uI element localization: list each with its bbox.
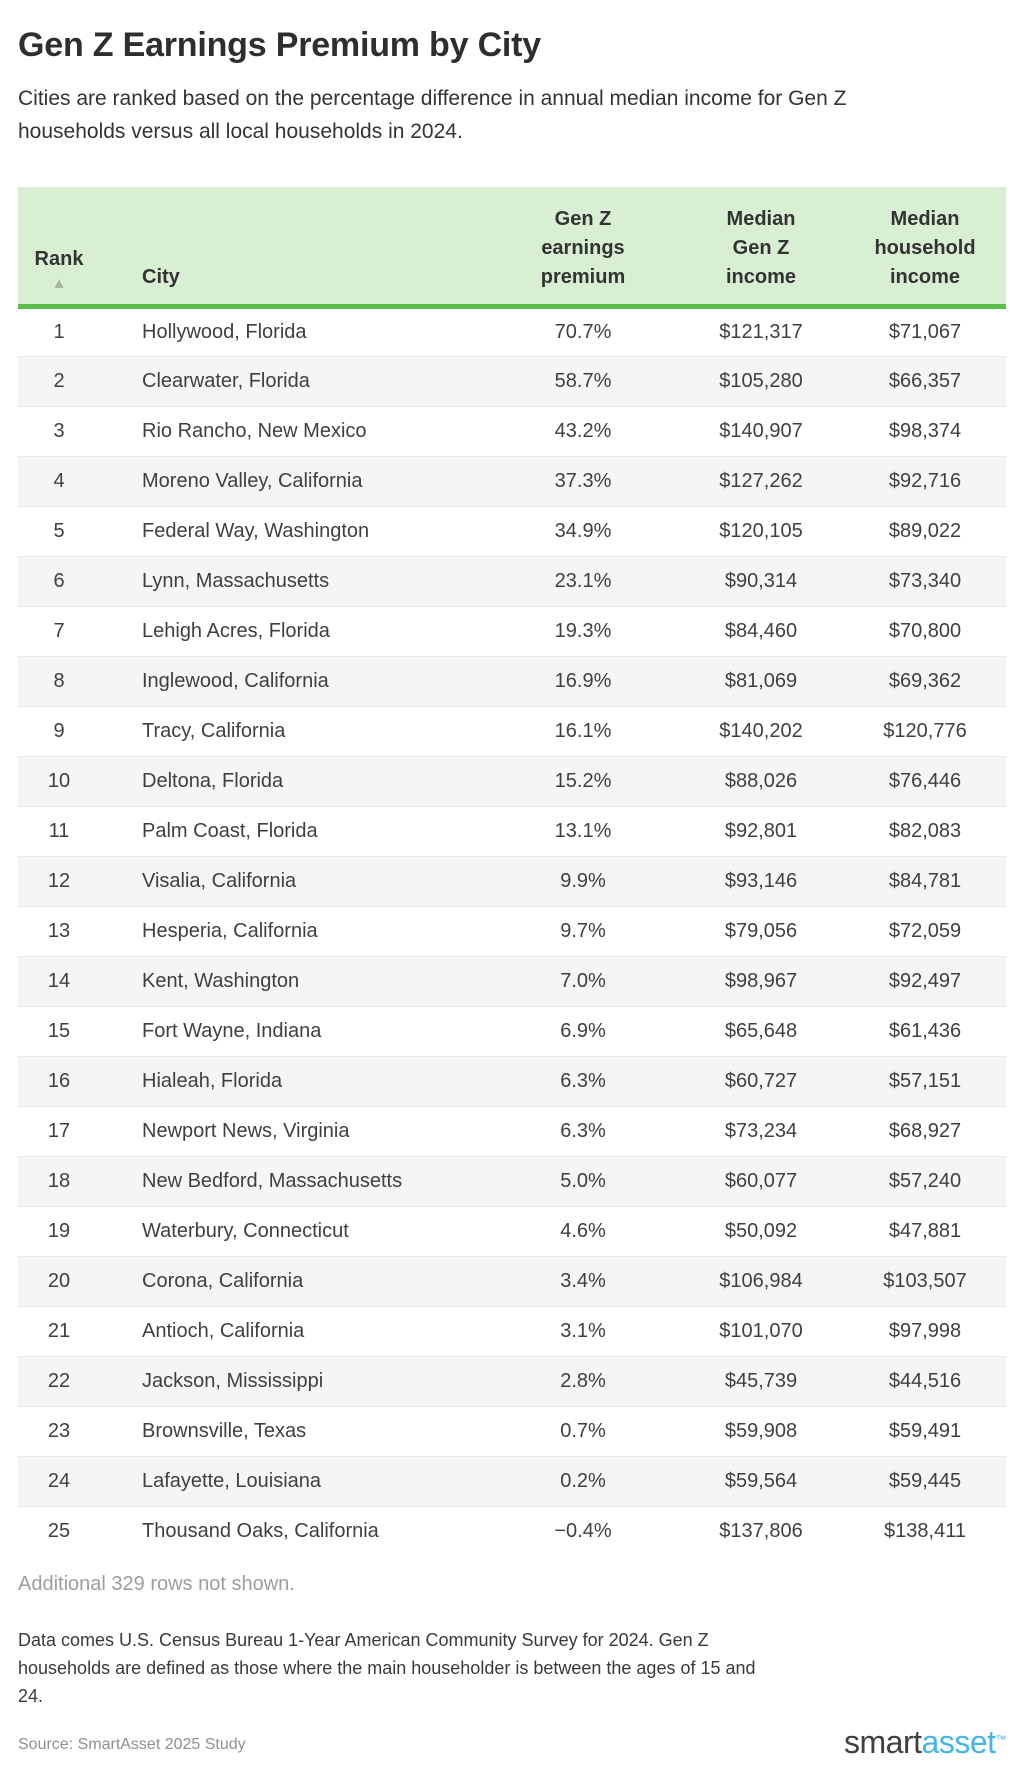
cell-median-household-income: $92,716: [844, 457, 1006, 507]
cell-median-household-income: $138,411: [844, 1507, 1006, 1557]
cell-rank: 24: [18, 1457, 100, 1507]
cell-city: Hollywood, Florida: [142, 321, 307, 343]
cell-genz-earnings-premium: 3.4%: [488, 1257, 678, 1307]
table-row: [18, 1057, 1006, 1107]
cell-genz-earnings-premium: 37.3%: [488, 457, 678, 507]
logo-asset-text: asset: [921, 1723, 996, 1760]
cell-rank: 16: [18, 1057, 100, 1107]
cell-median-household-income: $57,240: [844, 1157, 1006, 1207]
table-row: [18, 1257, 1006, 1307]
cell-city: Deltona, Florida: [100, 757, 488, 807]
cell-genz-earnings-premium: 15.2%: [488, 757, 678, 807]
cell-rank: 11: [18, 807, 100, 857]
table-row: [18, 457, 1006, 507]
column-header-median-household-income[interactable]: [844, 187, 1006, 307]
cell-median-household-income: $98,374: [844, 407, 1006, 457]
cell-genz-earnings-premium: 13.1%: [488, 807, 678, 857]
cell-city: Newport News, Virginia: [100, 1107, 488, 1157]
column-header-rank-label: Rank: [34, 248, 84, 270]
cell-median-household-income: $89,022: [844, 507, 1006, 557]
cell-median-genz-income: $59,908: [678, 1407, 844, 1457]
cell-city: Tracy, California: [100, 707, 488, 757]
cell-median-household-income: $44,516: [844, 1357, 1006, 1407]
ranking-report: [0, 26, 1024, 1760]
table-row: [18, 757, 1006, 807]
cell-median-genz-income: $93,146: [678, 857, 844, 907]
table-row: [18, 307, 1006, 357]
column-header-genz-earnings-premium[interactable]: [488, 187, 678, 307]
cell-city: Moreno Valley, California: [100, 457, 488, 507]
cell-rank: 14: [18, 957, 100, 1007]
cell-city: Fort Wayne, Indiana: [100, 1007, 488, 1057]
column-header-median-household-income-label: Median household income: [874, 208, 976, 288]
cell-city: Corona, California: [100, 1257, 488, 1307]
cell-rank: 6: [18, 557, 100, 607]
cell-median-household-income: $92,497: [844, 957, 1006, 1007]
cell-rank: 7: [18, 607, 100, 657]
table-body: [18, 307, 1006, 1557]
cell-city: Lehigh Acres, Florida: [100, 607, 488, 657]
cell-city: Clearwater, Florida: [100, 357, 488, 407]
table-row: [18, 1157, 1006, 1207]
cell-genz-earnings-premium: 58.7%: [488, 357, 678, 407]
cell-city: Antioch, California: [100, 1307, 488, 1357]
cell-rank: 17: [18, 1107, 100, 1157]
table-row: [18, 557, 1006, 607]
cell-median-genz-income: $84,460: [678, 607, 844, 657]
cell-rank: 25: [18, 1507, 100, 1557]
cell-rank: 9: [18, 707, 100, 757]
cell-median-household-income: $61,436: [844, 1007, 1006, 1057]
cell-median-household-income: $71,067: [888, 321, 962, 343]
cell-rank: 13: [18, 907, 100, 957]
cell-city: Federal Way, Washington: [100, 507, 488, 557]
table-header: [18, 187, 1006, 307]
cell-city: New Bedford, Massachusetts: [100, 1157, 488, 1207]
cell-median-household-income: $68,927: [844, 1107, 1006, 1157]
table-row: [18, 1457, 1006, 1507]
cell-city: Inglewood, California: [100, 657, 488, 707]
cell-rank: 5: [18, 507, 100, 557]
cell-median-genz-income: $59,564: [678, 1457, 844, 1507]
cell-rank: 12: [18, 857, 100, 907]
table-row: [18, 507, 1006, 557]
table-row: [18, 907, 1006, 957]
cell-median-genz-income: $79,056: [678, 907, 844, 957]
cell-median-genz-income: $60,727: [678, 1057, 844, 1107]
cell-city: Thousand Oaks, California: [100, 1507, 488, 1557]
cell-median-household-income: $73,340: [844, 557, 1006, 607]
cell-city: Brownsville, Texas: [100, 1407, 488, 1457]
cell-rank: 18: [18, 1157, 100, 1207]
column-header-rank[interactable]: [18, 187, 100, 307]
column-header-city-label: City: [142, 266, 180, 288]
cell-rank: 1: [53, 321, 65, 343]
table-row: [18, 957, 1006, 1007]
column-header-city[interactable]: [100, 187, 488, 307]
cell-median-household-income: $57,151: [844, 1057, 1006, 1107]
table-row: [18, 1007, 1006, 1057]
cell-median-household-income: $69,362: [844, 657, 1006, 707]
cell-genz-earnings-premium: 23.1%: [488, 557, 678, 607]
cell-genz-earnings-premium: 2.8%: [488, 1357, 678, 1407]
cell-median-genz-income: $105,280: [678, 357, 844, 407]
cell-median-genz-income: $73,234: [678, 1107, 844, 1157]
cell-median-household-income: $72,059: [844, 907, 1006, 957]
cell-median-genz-income: $45,739: [678, 1357, 844, 1407]
table-row: [18, 707, 1006, 757]
cell-median-household-income: $82,083: [844, 807, 1006, 857]
methodology-note: Data comes U.S. Census Bureau 1-Year American Community Survey for 2024. Gen Z households are defined as those where the main householder is between the ages of 15 and 24.: [18, 1629, 756, 1706]
table-row: [18, 1407, 1006, 1457]
cell-median-genz-income: $121,317: [719, 321, 803, 343]
cell-median-household-income: $66,357: [844, 357, 1006, 407]
cell-genz-earnings-premium: 4.6%: [488, 1207, 678, 1257]
table-row: [18, 357, 1006, 407]
table-row: [18, 657, 1006, 707]
cell-genz-earnings-premium: 70.7%: [554, 321, 612, 343]
cell-genz-earnings-premium: 43.2%: [488, 407, 678, 457]
cell-genz-earnings-premium: 9.7%: [488, 907, 678, 957]
cell-median-genz-income: $106,984: [678, 1257, 844, 1307]
logo-trademark: ™: [995, 1733, 1006, 1746]
cell-rank: 3: [18, 407, 100, 457]
cell-median-genz-income: $88,026: [678, 757, 844, 807]
additional-rows-note: Additional 329 rows not shown.: [18, 1572, 295, 1595]
ranking-table: [18, 187, 1006, 1557]
column-header-median-genz-income-label: Median Gen Z income: [725, 208, 797, 288]
cell-rank: 4: [18, 457, 100, 507]
cell-city: Hesperia, California: [100, 907, 488, 957]
cell-genz-earnings-premium: 19.3%: [488, 607, 678, 657]
cell-median-household-income: $97,998: [844, 1307, 1006, 1357]
cell-median-genz-income: $140,907: [678, 407, 844, 457]
cell-city: Waterbury, Connecticut: [100, 1207, 488, 1257]
cell-genz-earnings-premium: 6.9%: [488, 1007, 678, 1057]
cell-genz-earnings-premium: 6.3%: [488, 1057, 678, 1107]
cell-city: Visalia, California: [100, 857, 488, 907]
cell-median-household-income: $59,445: [844, 1457, 1006, 1507]
table-row: [18, 1357, 1006, 1407]
cell-median-genz-income: $92,801: [678, 807, 844, 857]
column-header-genz-earnings-premium-label: Gen Z earnings premium: [540, 208, 626, 288]
cell-median-genz-income: $60,077: [678, 1157, 844, 1207]
cell-median-household-income: $103,507: [844, 1257, 1006, 1307]
logo-smart-text: smart: [844, 1723, 922, 1760]
cell-genz-earnings-premium: 34.9%: [488, 507, 678, 557]
table-row: [18, 1307, 1006, 1357]
cell-genz-earnings-premium: 6.3%: [488, 1107, 678, 1157]
cell-median-genz-income: $140,202: [678, 707, 844, 757]
cell-genz-earnings-premium: 16.9%: [488, 657, 678, 707]
page-title: Gen Z Earnings Premium by City: [18, 26, 542, 64]
table-row: [18, 857, 1006, 907]
table-row: [18, 607, 1006, 657]
cell-genz-earnings-premium: 7.0%: [488, 957, 678, 1007]
cell-rank: 23: [18, 1407, 100, 1457]
page-subtitle: Cities are ranked based on the percentage difference in annual median income for Gen Z households versus all local households in 2024.: [18, 87, 847, 143]
cell-genz-earnings-premium: 0.2%: [488, 1457, 678, 1507]
cell-rank: 8: [18, 657, 100, 707]
cell-median-genz-income: $137,806: [678, 1507, 844, 1557]
cell-rank: 19: [18, 1207, 100, 1257]
cell-median-genz-income: $81,069: [678, 657, 844, 707]
table-row: [18, 807, 1006, 857]
cell-rank: 20: [18, 1257, 100, 1307]
cell-city: Jackson, Mississippi: [100, 1357, 488, 1407]
cell-median-genz-income: $50,092: [678, 1207, 844, 1257]
cell-city: Rio Rancho, New Mexico: [100, 407, 488, 457]
cell-genz-earnings-premium: 16.1%: [488, 707, 678, 757]
cell-median-household-income: $70,800: [844, 607, 1006, 657]
table-header-row: [18, 187, 1006, 307]
column-header-median-genz-income[interactable]: [678, 187, 844, 307]
smartasset-logo: [844, 1724, 1006, 1760]
cell-genz-earnings-premium: 3.1%: [488, 1307, 678, 1357]
cell-genz-earnings-premium: 5.0%: [488, 1157, 678, 1207]
sort-ascending-icon[interactable]: ▲: [51, 275, 67, 292]
table-row: [18, 407, 1006, 457]
cell-median-genz-income: $98,967: [678, 957, 844, 1007]
cell-city: Palm Coast, Florida: [100, 807, 488, 857]
cell-median-genz-income: $127,262: [678, 457, 844, 507]
table-row: [18, 1507, 1006, 1557]
cell-median-genz-income: $65,648: [678, 1007, 844, 1057]
cell-rank: 10: [18, 757, 100, 807]
table-row: [18, 1207, 1006, 1257]
cell-median-genz-income: $90,314: [678, 557, 844, 607]
cell-rank: 2: [18, 357, 100, 407]
cell-city: Lynn, Massachusetts: [100, 557, 488, 607]
cell-median-genz-income: $101,070: [678, 1307, 844, 1357]
cell-median-household-income: $84,781: [844, 857, 1006, 907]
cell-city: Kent, Washington: [100, 957, 488, 1007]
cell-rank: 15: [18, 1007, 100, 1057]
cell-genz-earnings-premium: 0.7%: [488, 1407, 678, 1457]
cell-median-household-income: $47,881: [844, 1207, 1006, 1257]
source-note: Source: SmartAsset 2025 Study: [18, 1735, 246, 1753]
table-row: [18, 1107, 1006, 1157]
cell-median-household-income: $59,491: [844, 1407, 1006, 1457]
cell-genz-earnings-premium: 9.9%: [488, 857, 678, 907]
cell-city: Hialeah, Florida: [100, 1057, 488, 1107]
cell-rank: 21: [18, 1307, 100, 1357]
cell-city: Lafayette, Louisiana: [100, 1457, 488, 1507]
footer: [18, 1724, 1006, 1760]
cell-median-genz-income: $120,105: [678, 507, 844, 557]
cell-rank: 22: [18, 1357, 100, 1407]
cell-median-household-income: $76,446: [844, 757, 1006, 807]
cell-median-household-income: $120,776: [844, 707, 1006, 757]
cell-genz-earnings-premium: −0.4%: [488, 1507, 678, 1557]
